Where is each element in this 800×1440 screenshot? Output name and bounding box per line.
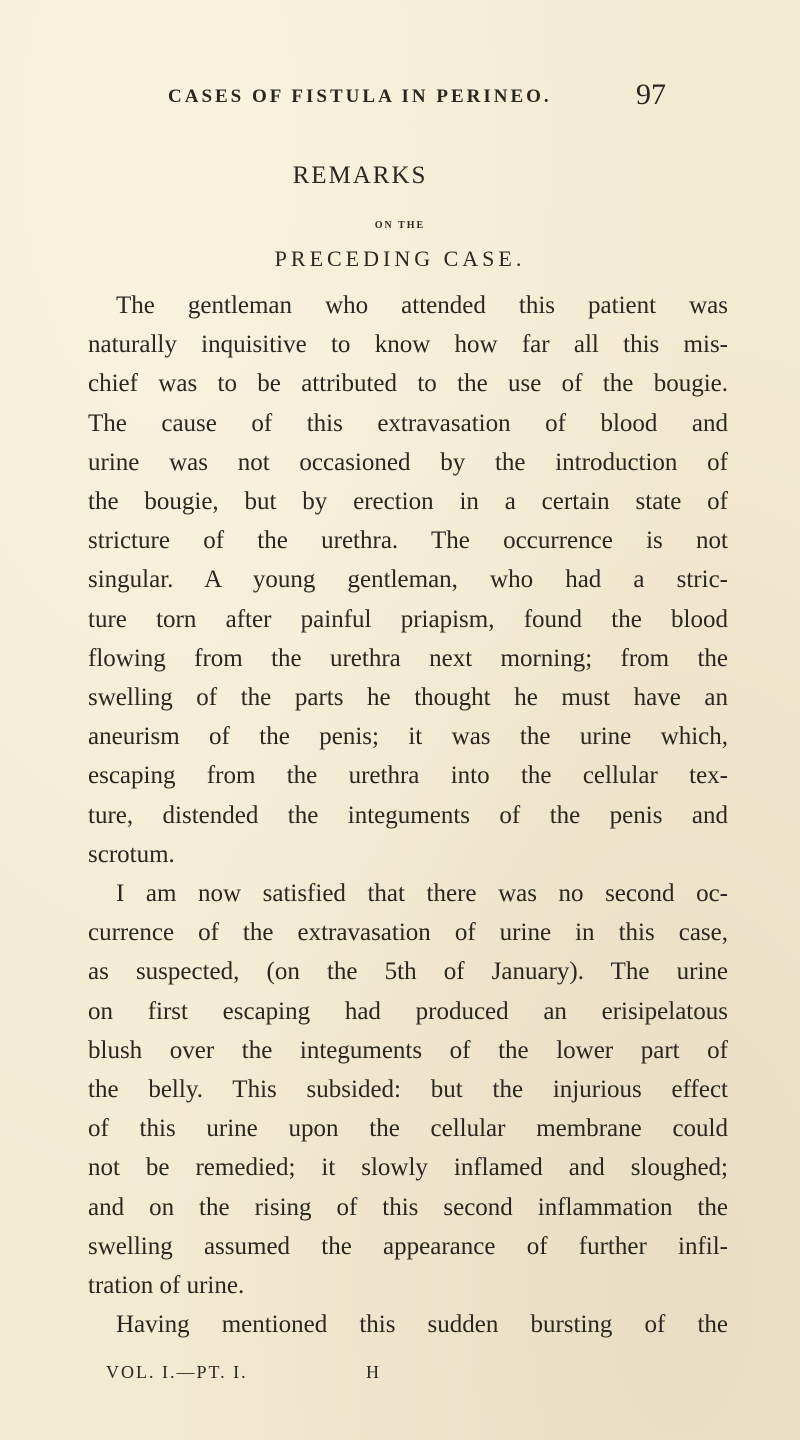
volume-part-label: VOL. I.—PT. I. <box>106 1362 248 1382</box>
text-line: naturally inquisitive to know how far all this mis- <box>88 331 728 359</box>
text-line: The cause of this extravasation of blood and <box>88 409 728 437</box>
text-line: on first escaping had produced an erisipelatous <box>88 997 728 1025</box>
heading-connector: ON THE <box>374 220 426 231</box>
text-line: I am now satisfied that there was no second oc- <box>116 880 728 908</box>
text-line: chief was to be attributed to the use of the bougie. <box>88 370 728 398</box>
paragraph-3 <box>88 1305 728 1344</box>
text-line: flowing from the urethra next morning; from the <box>88 644 728 672</box>
text-line: stricture of the urethra. The occurrence is not <box>88 527 728 555</box>
signature-line <box>106 1362 406 1392</box>
text-line: the belly. This subsided: but the injurious effect <box>88 1076 728 1104</box>
heading-main: REMARKS <box>292 162 428 189</box>
text-line: of this urine upon the cellular membrane could <box>88 1115 728 1143</box>
text-line: ture, distended the integuments of the penis and <box>88 801 728 829</box>
section-heading <box>0 162 800 190</box>
text-line: swelling assumed the appearance of further infil- <box>88 1232 728 1260</box>
page-number: 97 <box>636 78 666 111</box>
signature-mark: H <box>366 1362 379 1382</box>
text-line: ture torn after painful priapism, found the blood <box>88 605 728 633</box>
text-line: the bougie, but by erection in a certain state of <box>88 488 728 516</box>
text-line: singular. A young gentleman, who had a stric- <box>88 566 728 594</box>
text-line: Having mentioned this sudden bursting of the <box>116 1311 728 1339</box>
text-line: tration of urine. <box>88 1272 245 1300</box>
heading-subtitle: PRECEDING CASE. <box>274 246 526 271</box>
text-line: not be remedied; it slowly inflamed and sloughed; <box>88 1154 728 1182</box>
text-line: The gentleman who attended this patient was <box>116 292 728 319</box>
text-line: aneurism of the penis; it was the urine which, <box>88 723 728 751</box>
text-line: currence of the extravasation of urine in this case, <box>88 919 728 947</box>
text-line: blush over the integuments of the lower part of <box>88 1036 728 1064</box>
paragraph-1 <box>88 286 728 874</box>
text-line: escaping from the urethra into the cellular tex- <box>88 762 728 790</box>
running-head <box>168 78 728 118</box>
text-line: scrotum. <box>88 840 175 868</box>
body-text <box>88 286 728 1344</box>
text-line: swelling of the parts he thought he must have an <box>88 684 728 712</box>
text-line: and on the rising of this second inflammation the <box>88 1193 728 1221</box>
paragraph-2 <box>88 874 728 1305</box>
running-head-title: CASES OF FISTULA IN PERINEO. <box>168 86 552 107</box>
text-line: urine was not occasioned by the introduction of <box>88 448 728 476</box>
text-line: as suspected, (on the 5th of January). The urine <box>88 958 728 986</box>
